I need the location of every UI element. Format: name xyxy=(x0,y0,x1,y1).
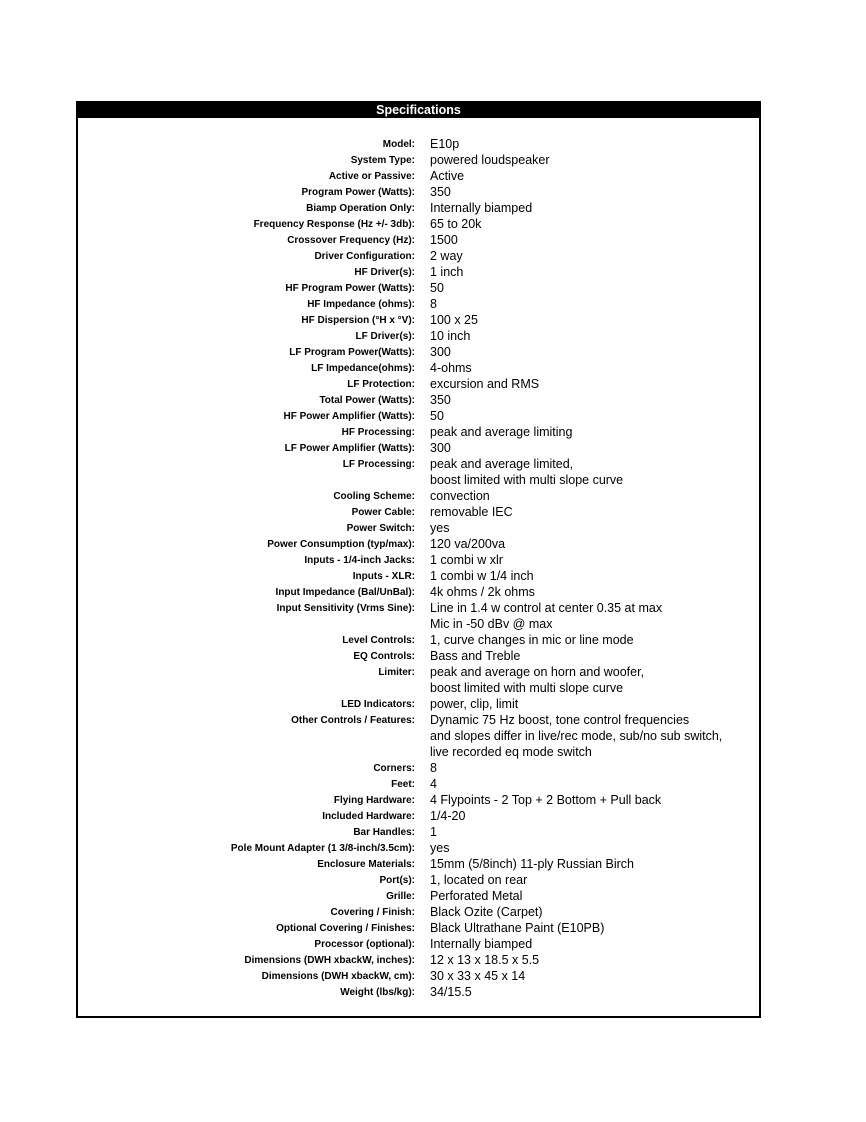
spec-value: Active xyxy=(430,169,465,183)
spec-value: 8 xyxy=(430,761,437,775)
spec-label: Crossover Frequency (Hz): xyxy=(287,235,415,246)
spec-label: Bar Handles: xyxy=(353,827,415,838)
spec-values xyxy=(430,904,543,920)
spec-label: Optional Covering / Finishes: xyxy=(276,923,415,934)
spec-list xyxy=(78,136,759,1000)
spec-values xyxy=(430,760,437,776)
spec-value: 65 to 20k xyxy=(430,217,482,231)
spec-label: LF Protection: xyxy=(347,379,415,390)
spec-value: yes xyxy=(430,521,450,535)
spec-value: 1 xyxy=(430,825,437,839)
spec-row xyxy=(78,232,759,248)
spec-values xyxy=(430,776,437,792)
spec-label: Inputs - XLR: xyxy=(352,571,415,582)
spec-values xyxy=(430,200,532,216)
spec-row xyxy=(78,344,759,360)
spec-values xyxy=(430,824,437,840)
spec-value: 1/4-20 xyxy=(430,809,466,823)
spec-row xyxy=(78,248,759,264)
spec-values xyxy=(430,216,481,232)
spec-value: Bass and Treble xyxy=(430,649,521,663)
spec-value: 50 xyxy=(430,409,444,423)
spec-value: Black Ultrathane Paint (E10PB) xyxy=(430,921,605,935)
spec-row xyxy=(78,168,759,184)
spec-label: HF Program Power (Watts): xyxy=(285,283,415,294)
spec-values xyxy=(430,344,451,360)
spec-label: Total Power (Watts): xyxy=(319,395,415,406)
spec-row xyxy=(78,760,759,776)
spec-row xyxy=(78,696,759,712)
spec-label: LF Power Amplifier (Watts): xyxy=(284,443,415,454)
specifications-title: Specifications xyxy=(78,103,759,118)
spec-values xyxy=(430,792,661,808)
spec-value: peak and average limited, xyxy=(430,457,574,471)
spec-label: Covering / Finish: xyxy=(330,907,415,918)
spec-row xyxy=(78,600,759,632)
spec-label: LF Processing: xyxy=(342,459,415,470)
spec-label: LED Indicators: xyxy=(341,699,415,710)
spec-row xyxy=(78,328,759,344)
spec-value: Internally biamped xyxy=(430,937,533,951)
spec-label: HF Processing: xyxy=(341,427,415,438)
spec-row xyxy=(78,632,759,648)
spec-values xyxy=(430,552,503,568)
spec-value: 4k ohms / 2k ohms xyxy=(430,585,535,599)
spec-value: 1 combi w 1/4 inch xyxy=(430,569,534,583)
spec-label: Dimensions (DWH xbackW, inches): xyxy=(244,955,415,966)
spec-value: Black Ozite (Carpet) xyxy=(430,905,543,919)
spec-row xyxy=(78,792,759,808)
spec-value: Perforated Metal xyxy=(430,889,523,903)
specifications-sheet xyxy=(76,101,761,1018)
spec-label: HF Power Amplifier (Watts): xyxy=(283,411,415,422)
spec-row xyxy=(78,360,759,376)
spec-row xyxy=(78,296,759,312)
spec-values xyxy=(430,440,451,456)
spec-values xyxy=(430,568,534,584)
spec-value: 1, located on rear xyxy=(430,873,528,887)
spec-values xyxy=(430,456,623,488)
spec-label: Dimensions (DWH xbackW, cm): xyxy=(261,971,415,982)
spec-label: Power Switch: xyxy=(346,523,415,534)
spec-values xyxy=(430,600,662,632)
spec-row xyxy=(78,376,759,392)
spec-row xyxy=(78,408,759,424)
spec-values xyxy=(430,328,470,344)
spec-values xyxy=(430,488,490,504)
spec-label: Enclosure Materials: xyxy=(317,859,415,870)
spec-row xyxy=(78,216,759,232)
spec-values xyxy=(430,840,449,856)
spec-label: Model: xyxy=(382,139,415,150)
spec-row xyxy=(78,488,759,504)
spec-value: 4 xyxy=(430,777,437,791)
spec-label: Input Impedance (Bal/UnBal): xyxy=(275,587,415,598)
spec-values xyxy=(430,152,550,168)
spec-value: Dynamic 75 Hz boost, tone control frequencies xyxy=(430,713,690,727)
spec-label: Pole Mount Adapter (1 3/8-inch/3.5cm): xyxy=(230,843,415,854)
spec-values xyxy=(430,136,459,152)
spec-label: Power Consumption (typ/max): xyxy=(267,539,415,550)
spec-values xyxy=(430,648,520,664)
spec-values xyxy=(430,920,604,936)
spec-values xyxy=(430,504,513,520)
spec-values xyxy=(430,232,458,248)
spec-label: Limiter: xyxy=(378,667,415,678)
spec-row xyxy=(78,440,759,456)
spec-value: Mic in -50 dBv @ max xyxy=(430,617,553,631)
spec-values xyxy=(430,184,451,200)
spec-row xyxy=(78,312,759,328)
spec-value: live recorded eq mode switch xyxy=(430,745,592,759)
spec-value: 1 combi w xlr xyxy=(430,553,503,567)
spec-row xyxy=(78,152,759,168)
spec-label: System Type: xyxy=(350,155,415,166)
spec-row xyxy=(78,904,759,920)
spec-values xyxy=(430,968,525,984)
spec-row xyxy=(78,568,759,584)
spec-values xyxy=(430,808,465,824)
spec-label: Corners: xyxy=(373,763,415,774)
spec-value: 12 x 13 x 18.5 x 5.5 xyxy=(430,953,540,967)
spec-values xyxy=(430,664,644,696)
spec-row xyxy=(78,712,759,760)
spec-values xyxy=(430,264,463,280)
spec-value: power, clip, limit xyxy=(430,697,519,711)
spec-row xyxy=(78,936,759,952)
spec-label: Frequency Response (Hz +/- 3db): xyxy=(253,219,415,230)
spec-label: Active or Passive: xyxy=(328,171,415,182)
spec-value: 10 inch xyxy=(430,329,471,343)
spec-label: LF Program Power(Watts): xyxy=(289,347,415,358)
spec-label: Weight (lbs/kg): xyxy=(340,987,415,998)
spec-value: 1500 xyxy=(430,233,458,247)
spec-value: powered loudspeaker xyxy=(430,153,550,167)
spec-row xyxy=(78,536,759,552)
spec-row xyxy=(78,200,759,216)
spec-values xyxy=(430,520,449,536)
spec-row xyxy=(78,776,759,792)
spec-row xyxy=(78,872,759,888)
spec-value: 30 x 33 x 45 x 14 xyxy=(430,969,526,983)
spec-value: 300 xyxy=(430,441,451,455)
spec-values xyxy=(430,424,572,440)
spec-label: Biamp Operation Only: xyxy=(306,203,415,214)
spec-value: E10p xyxy=(430,137,460,151)
spec-label: Feet: xyxy=(391,779,415,790)
spec-value: 50 xyxy=(430,281,444,295)
spec-value: removable IEC xyxy=(430,505,513,519)
spec-values xyxy=(430,360,472,376)
spec-label: Port(s): xyxy=(379,875,415,886)
spec-value: Internally biamped xyxy=(430,201,533,215)
spec-value: 34/15.5 xyxy=(430,985,472,999)
spec-row xyxy=(78,392,759,408)
spec-value: 120 va/200va xyxy=(430,537,506,551)
spec-row xyxy=(78,984,759,1000)
spec-values xyxy=(430,376,539,392)
spec-label: Power Cable: xyxy=(351,507,415,518)
spec-label: Processor (optional): xyxy=(314,939,415,950)
spec-value: peak and average on horn and woofer, xyxy=(430,665,645,679)
spec-values xyxy=(430,312,478,328)
spec-values xyxy=(430,296,437,312)
spec-label: Grille: xyxy=(386,891,415,902)
spec-values xyxy=(430,248,463,264)
spec-row xyxy=(78,840,759,856)
spec-row xyxy=(78,552,759,568)
spec-values xyxy=(430,952,539,968)
spec-value: 4-ohms xyxy=(430,361,472,375)
spec-value: 1 inch xyxy=(430,265,464,279)
spec-value: peak and average limiting xyxy=(430,425,573,439)
spec-row xyxy=(78,824,759,840)
spec-value: 100 x 25 xyxy=(430,313,478,327)
spec-label: Cooling Scheme: xyxy=(333,491,415,502)
spec-values xyxy=(430,408,444,424)
spec-values xyxy=(430,984,472,1000)
spec-label: LF Impedance(ohms): xyxy=(311,363,415,374)
spec-row xyxy=(78,264,759,280)
spec-value: 2 way xyxy=(430,249,463,263)
spec-label: HF Impedance (ohms): xyxy=(307,299,415,310)
spec-values xyxy=(430,536,505,552)
spec-label: EQ Controls: xyxy=(353,651,415,662)
spec-label: HF Driver(s): xyxy=(354,267,415,278)
spec-values xyxy=(430,280,444,296)
spec-label: Flying Hardware: xyxy=(333,795,415,806)
spec-row xyxy=(78,520,759,536)
spec-values xyxy=(430,584,535,600)
spec-values xyxy=(430,392,451,408)
spec-label: LF Driver(s): xyxy=(355,331,415,342)
spec-row xyxy=(78,184,759,200)
spec-value: 15mm (5/8inch) 11-ply Russian Birch xyxy=(430,857,635,871)
spec-values xyxy=(430,632,634,648)
spec-label: Included Hardware: xyxy=(322,811,415,822)
spec-row xyxy=(78,664,759,696)
spec-row xyxy=(78,280,759,296)
spec-row xyxy=(78,136,759,152)
spec-row xyxy=(78,968,759,984)
spec-value: and slopes differ in live/rec mode, sub/no sub switch, xyxy=(430,729,723,743)
spec-values xyxy=(430,696,518,712)
spec-values xyxy=(430,888,522,904)
spec-row xyxy=(78,504,759,520)
spec-value: yes xyxy=(430,841,450,855)
spec-row xyxy=(78,920,759,936)
spec-label: Inputs - 1/4-inch Jacks: xyxy=(304,555,415,566)
spec-value: Line in 1.4 w control at center 0.35 at max xyxy=(430,601,663,615)
spec-value: 4 Flypoints - 2 Top + 2 Bottom + Pull back xyxy=(430,793,662,807)
spec-value: 350 xyxy=(430,393,451,407)
spec-values xyxy=(430,168,464,184)
spec-values xyxy=(430,856,634,872)
spec-value: 300 xyxy=(430,345,451,359)
spec-label: HF Dispersion (°H x °V): xyxy=(301,315,415,326)
spec-values xyxy=(430,936,532,952)
spec-row xyxy=(78,808,759,824)
spec-value: convection xyxy=(430,489,490,503)
spec-row xyxy=(78,584,759,600)
spec-label: Input Sensitivity (Vrms Sine): xyxy=(276,603,415,614)
spec-row xyxy=(78,856,759,872)
spec-row xyxy=(78,888,759,904)
spec-value: boost limited with multi slope curve xyxy=(430,473,624,487)
spec-value: 8 xyxy=(430,297,437,311)
spec-value: excursion and RMS xyxy=(430,377,540,391)
spec-value: 1, curve changes in mic or line mode xyxy=(430,633,634,647)
spec-row xyxy=(78,952,759,968)
spec-label: Program Power (Watts): xyxy=(301,187,415,198)
spec-value: 350 xyxy=(430,185,451,199)
spec-row xyxy=(78,648,759,664)
spec-label: Driver Configuration: xyxy=(314,251,415,262)
spec-label: Level Controls: xyxy=(342,635,415,646)
spec-values xyxy=(430,872,527,888)
spec-value: boost limited with multi slope curve xyxy=(430,681,624,695)
spec-values xyxy=(430,712,722,760)
spec-label: Other Controls / Features: xyxy=(291,715,415,726)
spec-row xyxy=(78,456,759,488)
spec-row xyxy=(78,424,759,440)
